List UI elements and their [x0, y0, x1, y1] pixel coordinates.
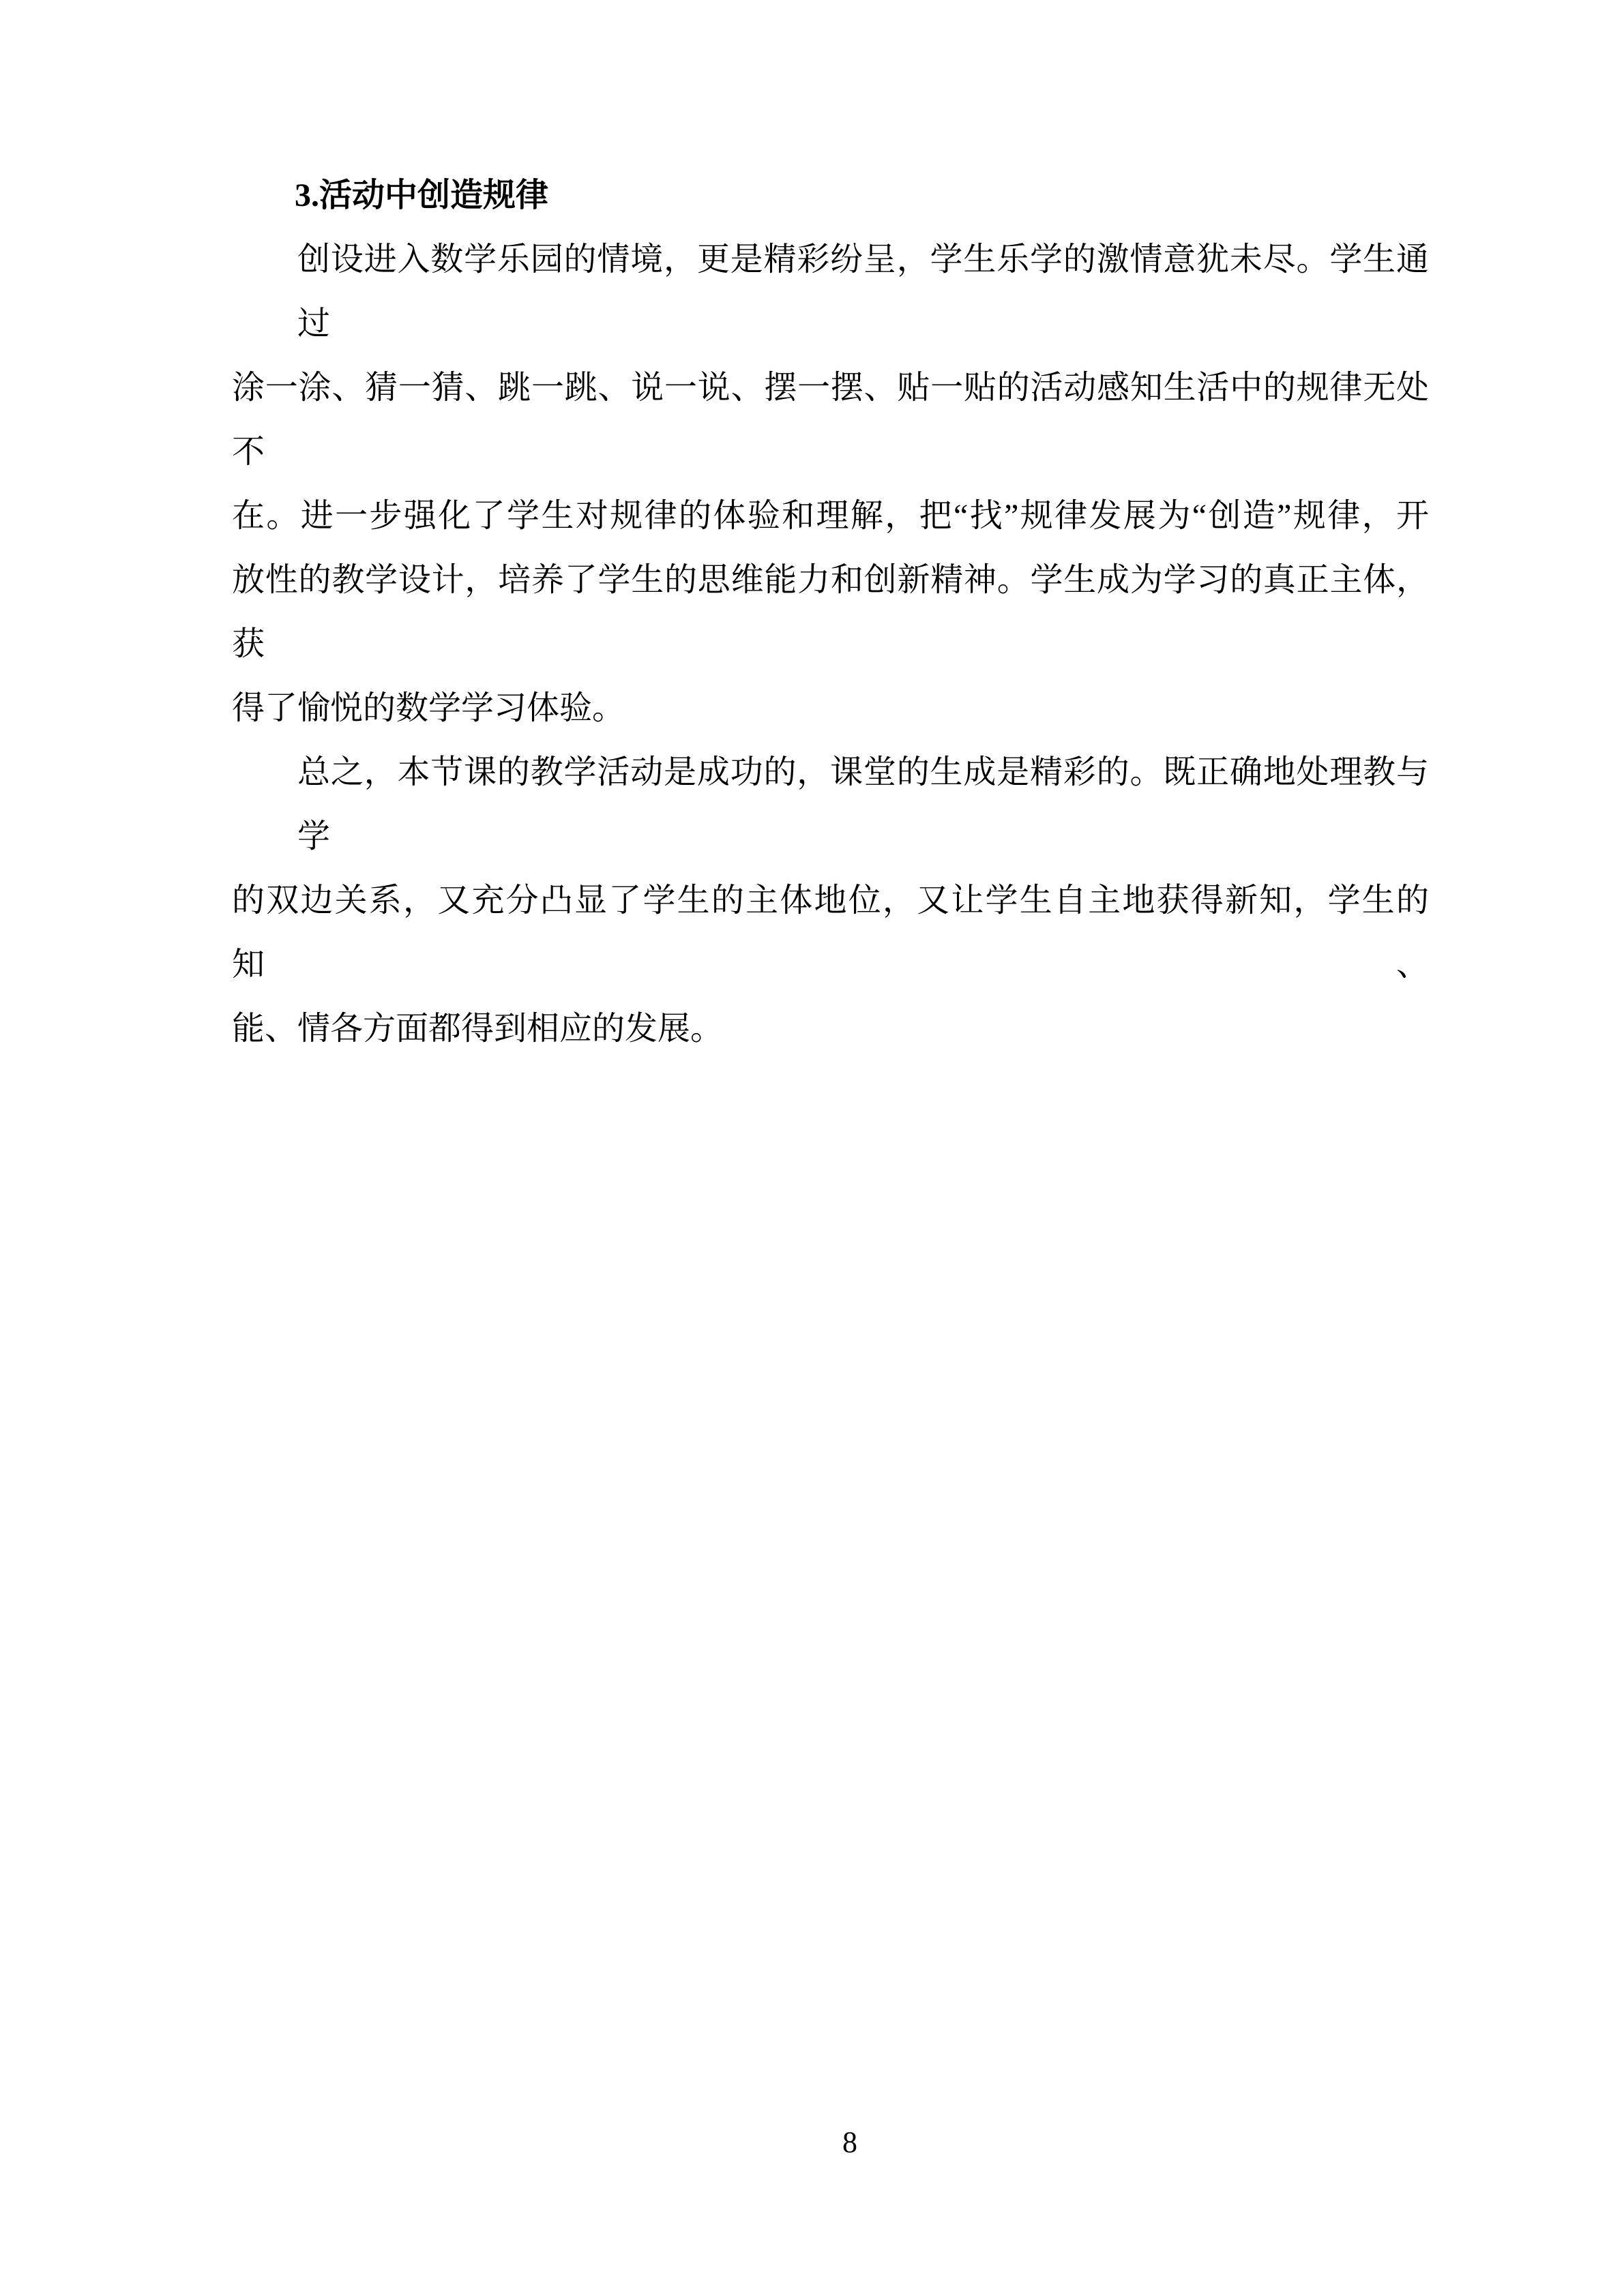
paragraph-2-line-2: 的双边关系，又充分凸显了学生的主体地位，又让学生自主地获得新知，学生的知、: [232, 882, 1429, 983]
text-block: [232, 164, 1429, 1061]
page-number: 8: [842, 2126, 857, 2159]
paragraph-2-line-1: 总之，本节课的教学活动是成功的，课堂的生成是精彩的。既正确地处理教与学: [297, 754, 1429, 854]
paragraph-2: [232, 741, 1429, 1061]
paragraph-1-line-4: 放性的教学设计，培养了学生的思维能力和创新精神。学生成为学习的真正主体，获: [232, 562, 1429, 662]
paragraph-2-line-3: 能、情各方面都得到相应的发展。: [232, 1011, 724, 1047]
paragraph-1-line-3: 在。进一步强化了学生对规律的体验和理解，把“找”规律发展为“创造”规律，开: [232, 498, 1429, 534]
paragraph-1-line-1: 创设进入数学乐园的情境，更是精彩纷呈，学生乐学的激情意犹未尽。学生通过: [297, 241, 1429, 342]
paragraph-1-line-5: 得了愉悦的数学学习体验。: [232, 690, 625, 726]
paragraph-1-line-2: 涂一涂、猜一猜、跳一跳、说一说、摆一摆、贴一贴的活动感知生活中的规律无处不: [232, 370, 1429, 470]
section-heading: 3.活动中创造规律: [295, 177, 549, 213]
paragraph-1: [232, 228, 1429, 741]
